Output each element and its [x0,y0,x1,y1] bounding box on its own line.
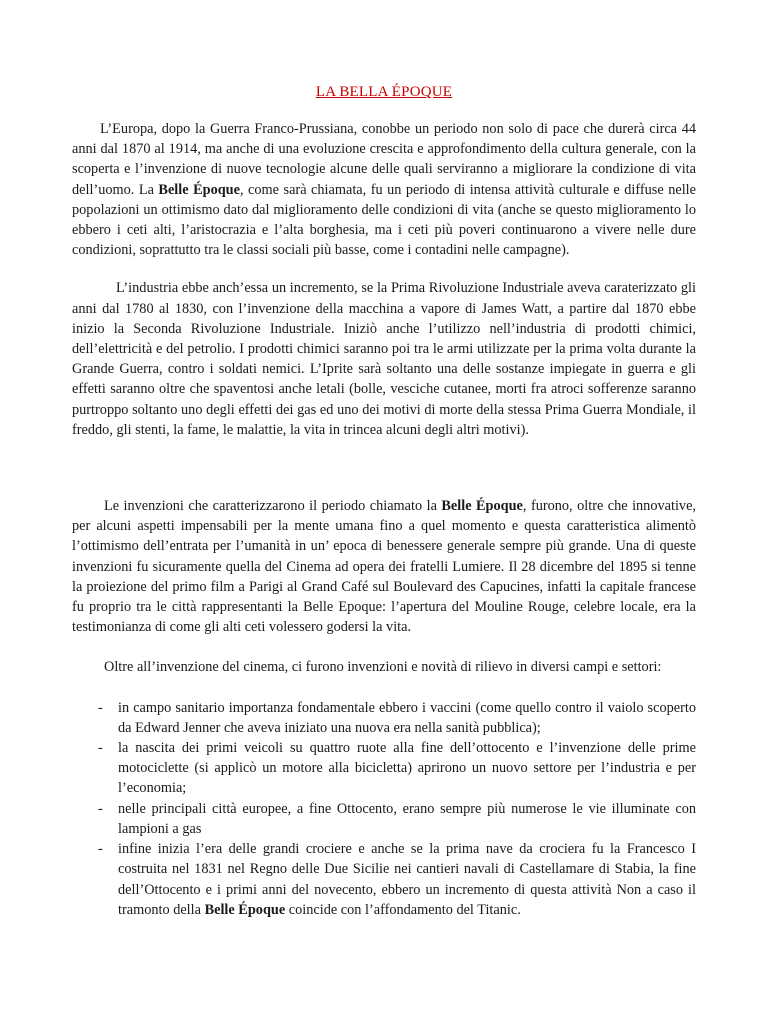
paragraph-inventions [72,496,696,637]
list-item-text: infine inizia l’era delle grandi crociere e anche se la prima nave da crociera fu la Francesco I costruita nel 1831 nel Regno delle Due Sicilie nei cantieri navali di Castellamare di Stabia, la fine dell’Ottocento e i primi anni del novecento, ebbero un incremento di questa attività Non a caso il tramonto della [118,841,696,918]
bullet-dash: - [98,841,103,858]
paragraph-industry: L’industria ebbe anch’essa un incremento, se la Prima Rivoluzione Industriale aveva caraterizzato gli anni dal 1780 al 1830, con l’invenzione della macchina a vapore di James Watt, a partire dal 1870 ebbe inizio la Seconda Rivoluzione Industriale. Iniziò anche l’utilizzo nell’industria di prodotti chimici, dell’elettricità e del petrolio. I prodotti chimici saranno poi tra le armi utilizzate per la prima volta durante la Grande Guerra, contro i soldati nemici. L’Iprite sarà soltanto una delle sostanze impiegate in guerra e gli effetti saranno oltre che spaventosi anche letali (bolle, vesciche cutanee, morti fra atroci sofferenze saranno purtroppo soltanto uno degli effetti dei gas ed uno dei motivi di morte della stessa Prima Guerra Mondiale, il freddo, gli stenti, la fame, le malattie, la vita in trincea alcuni degli altri motivi). [72,280,696,438]
paragraph-text: Le invenzioni che caratterizzarono il periodo chiamato la [104,498,442,515]
paragraph-other-inventions: Oltre all’invenzione del cinema, ci furono invenzioni e novità di rilievo in diversi campi e settori: [104,659,662,676]
bullet-dash: - [98,740,103,757]
bold-term: Belle Époque [204,901,286,918]
list-item [72,839,696,920]
list-item [72,799,696,839]
list-item-text: coincide con l’affondamento del Titanic. [285,901,521,918]
bold-term: Belle Époque [441,498,523,515]
list-item [72,698,696,738]
paragraph-text: , come sarà chiamata, fu un periodo di intensa attività culturale e diffuse nelle popolazioni un ottimismo dato dal miglioramento delle condizioni di vita (anche se questo miglioramento lo ebbero i ceti alti, l’aristocrazia e l’alta borghesia, ma i ceti più poveri continuarono a vivere nelle dure condizioni, soprattutto tra le classi sociali più basse, come i contadini nelle campagne). [72,181,696,259]
page-title: LA BELLA ÉPOQUE [315,84,453,100]
bullet-dash: - [98,699,103,716]
list-item [72,738,696,799]
list-item-text: nelle principali città europee, a fine Ottocento, erano sempre più numerose le vie illuminate con lampioni a gas [118,800,696,837]
bullet-dash: - [98,800,103,817]
inventions-list [72,698,696,920]
paragraph-text: L’Europa, dopo la Guerra Franco-Prussiana, conobbe un periodo non solo di pace che durerà circa 44 anni dal 1870 al 1914, ma anche di una evoluzione crescita e approfondimento della cultura generale, con la scoperta e l’invenzione di nuove tecnologie alcune delle quali serviranno a migliorare la condizione di vita dell’uomo. La [72,121,696,198]
paragraph-text: , furono, oltre che innovative, per alcuni aspetti impensabili per la mente umana fino a quel momento e questa caratteristica alimentò l’ottimismo dell’entrata per l’umanità in un’ epoca di benessere generale sempre più grande. Una di queste invenzioni fu sicuramente quella del Cinema ad opera dei fratelli Lumiere. Il 28 dicembre del 1895 si tenne la proiezione del primo film a Parigi al Grand Café sul Boulevard des Capucines, infatti la capitale francese fu proprio tra le città rappresentanti la Belle Epoque: l’apertura del Mouline Rouge, celebre locale, era la testimonianza di come gli alti ceti volessero godersi la vita. [72,498,696,636]
list-item-text: in campo sanitario importanza fondamentale ebbero i vaccini (come quello contro il vaiolo scoperto da Edward Jenner che aveva iniziato una nuova era nella sanità pubblica); [118,699,696,736]
paragraph-europe [72,119,696,260]
list-item-text: la nascita dei primi veicoli su quattro ruote alla fine dell’ottocento e l’invenzione delle prime motociclette (si applicò un motore alla bicicletta) aprirono un nuovo settore per l’industria e per l’economia; [118,740,696,797]
bold-term: Belle Époque [158,181,240,198]
